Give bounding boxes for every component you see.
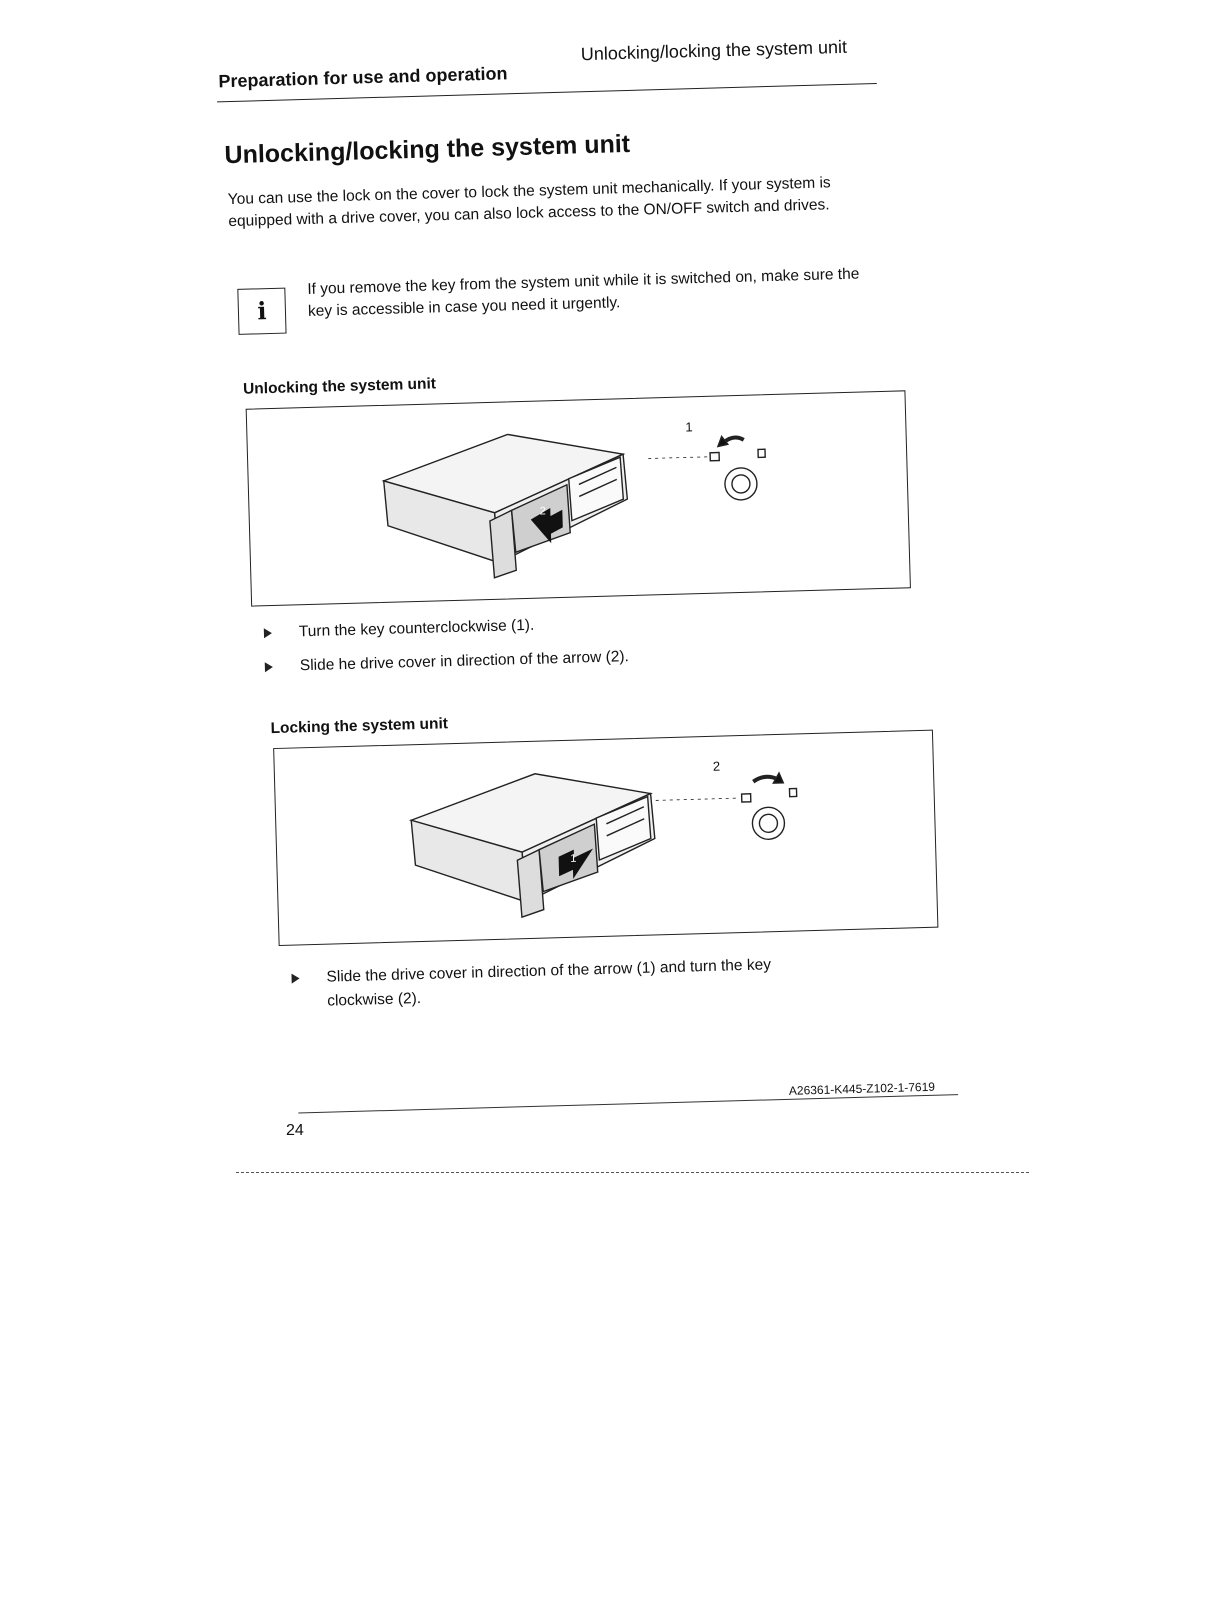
bullet-icon: [264, 628, 272, 638]
info-icon-glyph: i: [256, 296, 267, 326]
unlocking-figure: [246, 390, 911, 606]
step-text: Slide the drive cover in direction of the arrow (1) and turn the key: [326, 956, 772, 986]
running-header-topic: Unlocking/locking the system unit: [580, 36, 848, 65]
locking-figure: [273, 730, 938, 946]
unlocking-step-2: [265, 648, 629, 676]
footer-rule: [298, 1094, 958, 1113]
locking-step-1: [291, 956, 771, 987]
arrow-callout-label: 2: [539, 505, 546, 518]
bullet-icon: [291, 973, 299, 983]
locking-heading: Locking the system unit: [270, 715, 449, 738]
step-text: Turn the key counterclockwise (1).: [298, 616, 535, 641]
unlocking-heading: Unlocking the system unit: [242, 375, 437, 398]
running-header-section: Preparation for use and operation: [218, 63, 508, 92]
step-text: Slide he drive cover in direction of the arrow (2).: [299, 648, 630, 675]
key-callout-label: 2: [712, 758, 721, 774]
intro-paragraph: You can use the lock on the cover to lock the system unit mechanically. If your system is equipped with a drive cover, you can also lock access to the ON/OFF switch and drives.: [227, 174, 831, 231]
info-note-text: If you remove the key from the system unit while it is switched on, make sure the key is accessible in case you need it urgently.: [307, 265, 860, 320]
unlocking-step-1: [264, 617, 535, 643]
page-title: Unlocking/locking the system unit: [224, 129, 631, 170]
bottom-rule: [236, 1172, 1029, 1173]
bullet-icon: [265, 662, 273, 672]
unlocking-illustration: [247, 391, 912, 607]
locking-illustration: [274, 731, 939, 947]
document-code: A26361-K445-Z102-1-7619: [788, 1079, 936, 1098]
key-callout-label: 1: [685, 419, 693, 435]
locking-step-1-continued: clockwise (2).: [326, 990, 422, 1010]
arrow-callout-label: 1: [570, 852, 577, 865]
page-number: 24: [286, 1122, 304, 1139]
info-icon: [237, 288, 286, 335]
